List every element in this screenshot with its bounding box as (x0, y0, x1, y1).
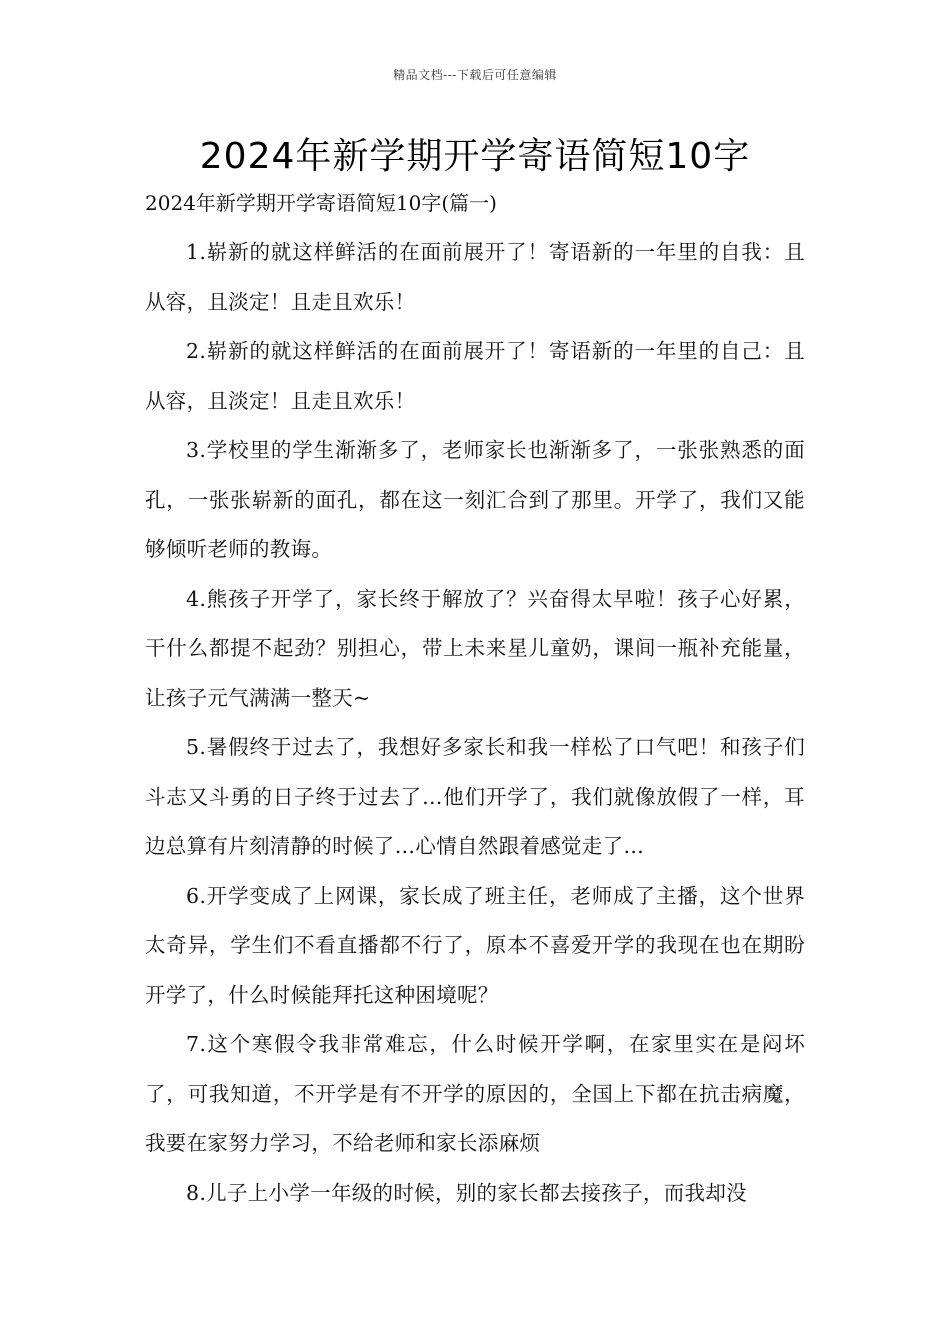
list-item: 3.学校里的学生渐渐多了，老师家长也渐渐多了，一张张熟悉的面孔，一张张崭新的面孔，都在这一刻汇合到了那里。开学了，我们又能够倾听老师的教诲。 (145, 438, 805, 561)
list-item: 6.开学变成了上网课，家长成了班主任，老师成了主播，这个世界太奇异，学生们不看直播都不行了，原本不喜爱开学的我现在也在期盼开学了，什么时候能拜托这种困境呢？ (145, 883, 805, 1007)
list-item: 1.崭新的就这样鲜活的在面前展开了！寄语新的一年里的自我：且从容，且淡定！且走且欢乐！ (145, 240, 805, 314)
list-item: 8.儿子上小学一年级的时候，别的家长都去接孩子，而我却没 (186, 1180, 747, 1205)
list-item: 5.暑假终于过去了，我想好多家长和我一样松了口气吧！和孩子们斗志又斗勇的日子终于过去了…他们开学了，我们就像放假了一样，耳边总算有片刻清静的时候了…心情自然跟着感觉走了… (145, 735, 805, 858)
header-note: 精品文档---下载后可任意编辑 (393, 68, 557, 82)
section-heading: 2024年新学期开学寄语简短10字(篇一) (145, 191, 497, 215)
list-item: 7.这个寒假令我非常难忘，什么时候开学啊，在家里实在是闷坏了，可我知道，不开学是有不开学的原因的，全国上下都在抗击病魔，我要在家努力学习，不给老师和家长添麻烦 (145, 1032, 805, 1155)
body-text (145, 228, 805, 1218)
list-item: 2.崭新的就这样鲜活的在面前展开了！寄语新的一年里的自己：且从容，且淡定！且走且欢乐！ (145, 339, 805, 413)
list-item: 4.熊孩子开学了，家长终于解放了？兴奋得太早啦！孩子心好累，干什么都提不起劲？别担心，带上未来星儿童奶，课间一瓶补充能量，让孩子元气满满一整天~ (145, 586, 805, 710)
document-title: 2024年新学期开学寄语简短10字 (199, 136, 751, 177)
